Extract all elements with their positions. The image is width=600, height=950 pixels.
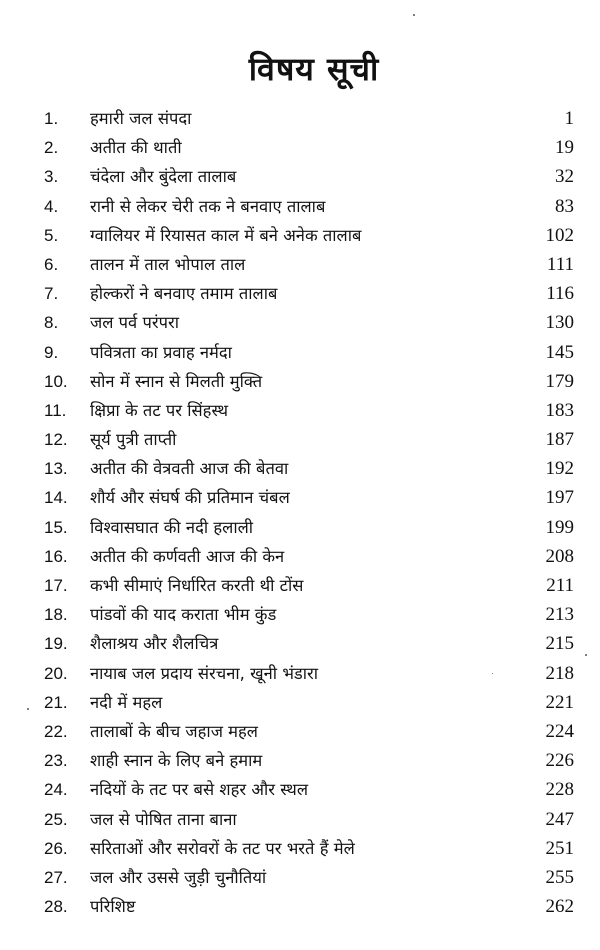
toc-entry bbox=[0, 892, 600, 921]
toc-entry-title: शाही स्नान के लिए बने हमाम bbox=[90, 751, 263, 771]
toc-entry-title: क्षिप्रा के तट पर सिंहस्थ bbox=[90, 400, 229, 420]
toc-entry-page-number: 19 bbox=[555, 137, 574, 159]
toc-entry bbox=[0, 454, 600, 483]
toc-entry bbox=[0, 308, 600, 337]
toc-entry bbox=[0, 629, 600, 658]
toc-entry-title: अतीत की थाती bbox=[90, 138, 182, 158]
toc-entry bbox=[0, 250, 600, 279]
toc-entry-title: ग्वालियर में रियासत काल में बने अनेक तालाब bbox=[90, 225, 362, 245]
toc-entry-number: 27. bbox=[44, 867, 68, 887]
toc-entry-title: सूर्य पुत्री ताप्ती bbox=[90, 430, 177, 450]
toc-entry-number: 15. bbox=[44, 517, 68, 537]
toc-entry-page-number: 145 bbox=[545, 341, 574, 363]
toc-entry bbox=[0, 104, 600, 133]
toc-entry-page-number: 251 bbox=[545, 837, 574, 859]
toc-entry-page-number: 226 bbox=[545, 750, 574, 772]
toc-entry-number: 3. bbox=[44, 167, 59, 187]
toc-entry-page-number: 255 bbox=[545, 866, 574, 888]
toc-entry-title: जल और उससे जुड़ी चुनौतियां bbox=[90, 867, 267, 887]
toc-entry-number: 16. bbox=[44, 546, 68, 566]
toc-entry-number: 18. bbox=[44, 605, 68, 625]
toc-entry-title: जल पर्व परंपरा bbox=[90, 313, 179, 333]
toc-entry bbox=[0, 133, 600, 162]
toc-entry bbox=[0, 688, 600, 717]
toc-entry bbox=[0, 367, 600, 396]
toc-entry-title: जल से पोषित ताना बाना bbox=[90, 809, 237, 829]
toc-entry-title: शौर्य और संघर्ष की प्रतिमान चंबल bbox=[90, 488, 290, 508]
toc-entry-number: 10. bbox=[44, 371, 68, 391]
toc-entry-page-number: 208 bbox=[545, 545, 574, 567]
toc-entry-number: 28. bbox=[44, 897, 68, 917]
toc-entry-page-number: 224 bbox=[545, 720, 574, 742]
toc-entry-number: 12. bbox=[44, 430, 68, 450]
toc-entry-number: 22. bbox=[44, 721, 68, 741]
toc-entry-title: शैलाश्रय और शैलचित्र bbox=[90, 634, 219, 654]
table-of-contents bbox=[0, 104, 600, 921]
toc-entry-number: 5. bbox=[44, 225, 59, 245]
toc-entry-title: पवित्रता का प्रवाह नर्मदा bbox=[90, 342, 232, 362]
toc-entry-title: विश्वासघात की नदी हलाली bbox=[90, 517, 254, 537]
toc-entry-page-number: 111 bbox=[546, 253, 574, 275]
toc-entry bbox=[0, 659, 600, 688]
toc-entry-number: 6. bbox=[44, 254, 59, 274]
toc-entry-page-number: 179 bbox=[545, 370, 574, 392]
scan-speck bbox=[27, 708, 29, 710]
toc-entry-page-number: 116 bbox=[546, 283, 574, 305]
scan-speck bbox=[492, 673, 493, 674]
toc-entry bbox=[0, 192, 600, 221]
toc-entry-page-number: 1 bbox=[564, 108, 574, 129]
toc-entry-title: होल्करों ने बनवाए तमाम तालाब bbox=[90, 284, 278, 304]
toc-entry-title: तालन में ताल भोपाल ताल bbox=[90, 254, 246, 274]
toc-entry-number: 13. bbox=[44, 459, 68, 479]
toc-entry-number: 25. bbox=[44, 809, 68, 829]
toc-entry-number: 1. bbox=[44, 109, 59, 128]
toc-entry bbox=[0, 396, 600, 425]
toc-entry bbox=[0, 483, 600, 512]
toc-entry-number: 23. bbox=[44, 751, 68, 771]
toc-entry-title: अतीत की कर्णवती आज की केन bbox=[90, 546, 285, 566]
toc-entry-page-number: 130 bbox=[545, 312, 574, 334]
toc-entry-page-number: 211 bbox=[546, 575, 574, 596]
toc-entry-title: अतीत की वेत्रवती आज की बेतवा bbox=[90, 459, 289, 479]
toc-entry-page-number: 102 bbox=[545, 224, 574, 246]
toc-entry-title: हमारी जल संपदा bbox=[90, 109, 192, 128]
toc-entry-number: 8. bbox=[44, 313, 59, 333]
toc-entry bbox=[0, 600, 600, 629]
toc-entry-page-number: 247 bbox=[545, 808, 574, 830]
toc-entry-page-number: 228 bbox=[545, 779, 574, 801]
toc-entry bbox=[0, 775, 600, 804]
toc-entry-page-number: 221 bbox=[545, 691, 574, 713]
toc-entry-number: 7. bbox=[44, 284, 59, 304]
toc-entry-number: 9. bbox=[44, 342, 59, 362]
toc-entry-number: 24. bbox=[44, 780, 68, 800]
toc-entry-number: 26. bbox=[44, 838, 68, 858]
toc-entry-title: नदी में महल bbox=[90, 692, 163, 712]
toc-entry bbox=[0, 834, 600, 863]
toc-entry-page-number: 199 bbox=[545, 516, 574, 538]
toc-entry-page-number: 83 bbox=[555, 195, 574, 217]
toc-entry-number: 2. bbox=[44, 138, 59, 158]
toc-entry bbox=[0, 542, 600, 571]
toc-entry-number: 21. bbox=[44, 692, 68, 712]
toc-entry-title: तालाबों के बीच जहाज महल bbox=[90, 721, 258, 741]
toc-entry-title: पांडवों की याद कराता भीम कुंड bbox=[90, 605, 277, 625]
toc-entry-number: 17. bbox=[44, 576, 68, 595]
toc-entry-page-number: 215 bbox=[545, 633, 574, 655]
toc-entry-page-number: 187 bbox=[545, 429, 574, 451]
toc-entry bbox=[0, 805, 600, 834]
toc-entry bbox=[0, 425, 600, 454]
toc-entry-number: 20. bbox=[44, 663, 68, 683]
toc-entry-page-number: 183 bbox=[545, 399, 574, 421]
scan-speck bbox=[413, 14, 415, 16]
toc-entry-page-number: 32 bbox=[555, 166, 574, 188]
toc-entry-number: 14. bbox=[44, 488, 68, 508]
toc-entry bbox=[0, 162, 600, 191]
toc-entry-number: 4. bbox=[44, 196, 59, 216]
toc-entry-number: 19. bbox=[44, 634, 68, 654]
page-title: विषय सूची bbox=[248, 50, 380, 88]
toc-entry bbox=[0, 717, 600, 746]
toc-entry-title: कभी सीमाएं निर्धारित करती थी टोंस bbox=[90, 576, 304, 595]
toc-entry-title: रानी से लेकर चेरी तक ने बनवाए तालाब bbox=[90, 196, 326, 216]
toc-entry bbox=[0, 513, 600, 542]
toc-entry-page-number: 218 bbox=[545, 662, 574, 684]
toc-entry-page-number: 197 bbox=[545, 487, 574, 509]
toc-entry bbox=[0, 221, 600, 250]
toc-entry-page-number: 192 bbox=[545, 458, 574, 480]
scan-speck bbox=[585, 654, 587, 656]
toc-entry-number: 11. bbox=[44, 400, 67, 420]
toc-entry-title: चंदेला और बुंदेला तालाब bbox=[90, 167, 237, 187]
toc-entry bbox=[0, 863, 600, 892]
toc-entry-page-number: 262 bbox=[545, 896, 574, 918]
toc-entry bbox=[0, 746, 600, 775]
toc-entry-title: सरिताओं और सरोवरों के तट पर भरते हैं मेले bbox=[90, 838, 355, 858]
toc-entry-title: परिशिष्ट bbox=[90, 897, 136, 917]
toc-entry-title: सोन में स्नान से मिलती मुक्ति bbox=[90, 371, 263, 391]
toc-entry-page-number: 213 bbox=[545, 604, 574, 626]
toc-entry bbox=[0, 279, 600, 308]
toc-entry bbox=[0, 571, 600, 600]
toc-entry-title: नायाब जल प्रदाय संरचना, खूनी भंडारा bbox=[90, 663, 319, 683]
toc-entry bbox=[0, 338, 600, 367]
toc-entry-title: नदियों के तट पर बसे शहर और स्थल bbox=[90, 780, 309, 800]
